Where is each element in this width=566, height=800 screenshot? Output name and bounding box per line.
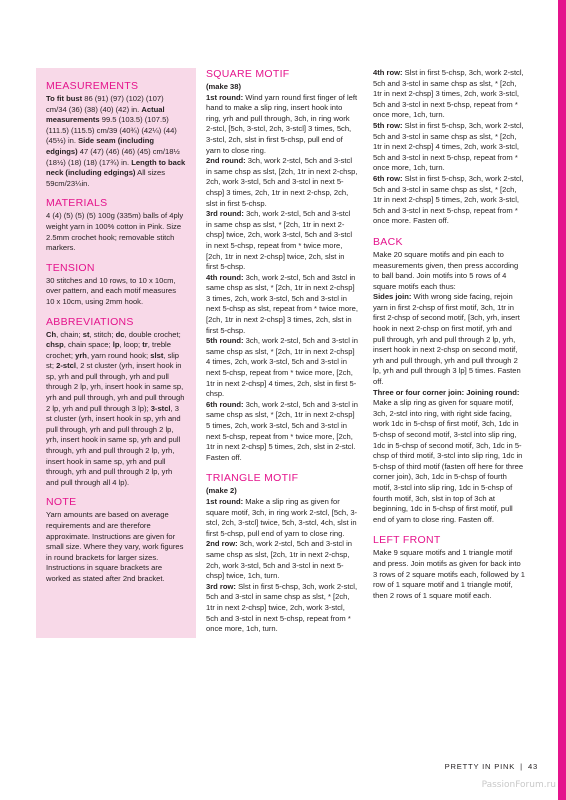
materials-heading: MATERIALS	[46, 197, 108, 210]
triangle-row: 4th row: Slst in first 5-chsp, 3ch, work 2-stcl, 5ch and 3-stcl in same chsp as slst, * [2ch, 1tr in next 2-chsp] 3 times, 2ch, work 3-stcl, 5ch and 3-stcl in next 5-chsp, repeat from * once more, 1ch, turn.	[373, 68, 524, 120]
triangle-row: 1st round: Make a slip ring as given for square motif, 3ch, in ring work 2-stcl, [5ch, 3-stcl, 2ch, 3-stcl] twice, 5ch, 3-stcl, 4ch, slst in first 5-chsp, pull end of yarn to close ring.	[206, 496, 358, 538]
materials-text: 4 (4) (5) (5) (5) 100g (335m) balls of 4ply weight yarn in 100% cotton in Pink. Size 2.5mm crochet hook; removable stitch markers.	[46, 211, 184, 253]
page-number: 43	[527, 762, 538, 771]
triangle-motif-count: (make 2)	[206, 486, 237, 496]
abbreviations-text: Ch, chain; st, stitch; dc, double crochet; chsp, chain space; lp, loop; tr, treble crochet; yrh, yarn round hook; slst, slip st; 2-stcl, 2 st cluster (yrh, insert hook in sp, yrh and pull through, yrh and pull through 2 lp, yrh, insert hook in same sp, yrh and pull through, yrh and pull through 2 lp, yrh and pull through 3 lp); 3-stcl, 3 st cluster (yrh, insert hook in sp, yrh and pull through, yrh and pull through 2 lp, yrh, insert hook in same sp, yrh and pull through, yrh and pull through 2 lp, yrh, insert hook in same sp, yrh and pull through, yrh and pull through 2 lp, yrh and pull through all 4 lp).	[46, 329, 185, 487]
actual-label: Actual measurements	[46, 104, 165, 125]
measurements-text: To fit bust 86 (91) (97) (102) (107) cm/34 (36) (38) (40) (42) in. Actual measurements 99.5 (103.5) (107.5) (111.5) (115.5) cm/39 (40¾) (42¼) (44) (45½) in. Side seam (including edgings) 47 (47) (46) (46) (45) cm/18½ (18½) (18) (18) (17¾) in. Length to back neck (including edgings) All sizes 59cm/23¼in.	[46, 94, 186, 188]
square-motif-heading: SQUARE MOTIF	[206, 68, 290, 80]
tension-heading: TENSION	[46, 261, 95, 274]
note-text: Yarn amounts are based on average requirements and are therefore approximate. Instructions are given for small size. Where they vary, work figures in round brackets for larger sizes. Instructions in square brackets are worked as stated after 2nd bracket.	[46, 510, 184, 583]
note-heading: NOTE	[46, 496, 77, 509]
column-square-triangle	[206, 68, 358, 635]
side-seam-label: Side seam (including edgings)	[46, 136, 155, 156]
to-fit-bust-label: To fit bust	[46, 94, 83, 103]
length-label: Length to back neck (including edgings)	[46, 157, 186, 178]
left-front-text: Make 9 square motifs and 1 triangle motif and press. Join motifs as given for back into 3 rows of 2 square motifs each, followed by 1 row of 1 square motif and 1 triangle motif, then 2 rows of 1 square motif each.	[373, 548, 525, 600]
triangle-row: 3rd row: Slst in first 5-chsp, 3ch, work 2-stcl, 5ch and 3-stcl in same chsp as slst, * [2ch, 1tr in next 2-chsp] twice, 2ch, work 3-stcl, 5ch and 3-stcl in next 5-chsp, repeat from * once more, 1ch, turn.	[206, 581, 358, 634]
back-heading: BACK	[373, 235, 403, 248]
corner-join: Three or four corner join: Joining round: Make a slip ring as given for square motif, 3ch, 2-stcl into ring, with right side facing, work 1dc in 5-chsp of first motif, 3ch, 1dc in 5-chsp of second motif, 3-stcl into slip ring, 1dc in 5-chsp of second motif, 3ch, 1dc in 5-chsp of third motif, 3-stcl into slip ring, 1dc in 5-chsp of third motif (fasten off here for three corner join), 3ch, 1dc in 5-chsp of fourth motif, 3-stcl into slip ring, 1dc in 5-chsp of fourth motif, 3ch, slst in top of 3ch at beginning, 1dc in 5-chsp of first motif, pull end of yarn to close ring. Fasten off.	[373, 387, 524, 524]
left-front-heading: LEFT FRONT	[373, 534, 441, 547]
triangle-motif-heading: TRIANGLE MOTIF	[206, 472, 299, 485]
triangle-row: 5th row: Slst in first 5-chsp, 3ch, work 2-stcl, 5ch and 3-stcl in same chsp as slst, * [2ch, 1tr in next 2-chsp] 4 times, 2ch, work 3-stcl, 5ch and 3-stcl in next 5-chsp, repeat from * once more, 1ch, turn.	[373, 120, 524, 173]
abbreviations-heading: ABBREVIATIONS	[46, 315, 134, 328]
square-row: 3rd round: 3ch, work 2-stcl, 5ch and 3-stcl in same chsp as slst, * [2ch, 1tr in next 2-chsp] twice, 2ch, work 3-stcl, 5ch and 3-stcl in next 5-chsp, repeat from * twice more, [2ch, 1tr in next 2-chsp] twice, 2ch, slst in first 5-chsp.	[206, 209, 353, 272]
square-row: 1st round: Wind yarn round first finger of left hand to make a slip ring, insert hook into ring, yrh and pull through, 3ch, in ring work 2-stcl, [5ch, 3-stcl, 2ch, 3-stcl] 3 times, 5ch, 3-stcl, 2ch, slst in first 5-chsp, pull end of yarn to close ring.	[206, 92, 358, 155]
triangle-row: 2nd row: 3ch, work 2-stcl, 5ch and 3-stcl in same chsp as slst, [2ch, 1tr in next 2-chsp, 2ch, work 3-stcl, 5ch and 3-stcl in next 5-chsp] twice, 1ch, turn.	[206, 539, 353, 581]
column-back-left-front	[373, 68, 525, 601]
square-row: 5th round: 3ch, work 2-stcl, 5ch and 3-stcl in same chsp as slst, * [2ch, 1tr in next 2-chsp] 4 times, 2ch, work 3-stcl, 5ch and 3-stcl in next 5-chsp, repeat from * twice more, [2ch, 1tr in next 2-chsp] 4 times, 2ch, slst in first 5-chsp.	[206, 336, 358, 399]
footer-title: PRETTY IN PINK	[444, 762, 516, 771]
triangle-row: 6th row: Slst in first 5-chsp, 3ch, work 2-stcl, 5ch and 3-stcl in same chsp as slst, * [2ch, 1tr in next 2-chsp] 5 times, 2ch, work 3-stcl, 5ch and 3-stcl in next 5-chsp, repeat from * once more. Fasten off.	[373, 173, 524, 226]
sides-join: Sides join: With wrong side facing, rejoin yarn in first 2-chsp of first motif, 3ch, 1tr in first 2-chsp of second motif, [3ch, yrh, insert hook in next 2-chsp on first motif, yrh and pull through, yrh and pull through 2 lp, yrh, insert hook in next 2-chsp on second motif, yrh and pull through, yrh and pull through 2 lp, yrh and pull through 3 lp] 5 times. Fasten off.	[373, 292, 521, 387]
footer-separator: |	[520, 762, 523, 771]
measurements-heading: MEASUREMENTS	[46, 80, 139, 92]
square-row: 2nd round: 3ch, work 2-stcl, 5ch and 3-stcl in same chsp as slst, [2ch, 1tr in next 2-chsp, 2ch, work 3-stcl, 5ch and 3-stcl in next 5-chsp] 3 times, 2ch, 1tr in next 2-chsp, 2ch, slst in first 5-chsp.	[206, 156, 358, 208]
info-sidebar	[36, 68, 196, 638]
back-intro: Make 20 square motifs and pin each to measurements given, then press according to ball band. Join motifs into 5 rows of 4 square motifs each thus:	[373, 249, 519, 291]
square-motif-count: (make 38)	[206, 82, 242, 91]
page-footer	[445, 762, 538, 771]
tension-text: 30 stitches and 10 rows, to 10 x 10cm, over pattern, and each motif measures 10 x 10cm, using 2mm hook.	[46, 275, 177, 306]
watermark: PassionForum.ru	[481, 780, 556, 790]
square-row: 6th round: 3ch, work 2-stcl, 5ch and 3-stcl in same chsp as slst, * [2ch, 1tr in next 2-chsp] 5 times, 2ch, work 3-stcl, 5ch and 3-stcl in next 5-chsp, repeat from * twice more, [2ch, 1tr in next 2-chsp] 5 times, 2ch, slst in 2-stcl. Fasten off.	[206, 399, 358, 462]
page-edge-strip	[558, 0, 566, 800]
square-row: 4th round: 3ch, work 2-stcl, 5ch and 3stcl in same chsp as slst, * [2ch, 1tr in next 2-chsp] 3 times, 2ch, work 3-stcl, 5ch and 3-stcl in next 5-chsp as slst, repeat from * twice more, [2ch, 1tr in next 2-chsp] 3 times, 2ch, slst in first 5-chsp.	[206, 272, 358, 335]
